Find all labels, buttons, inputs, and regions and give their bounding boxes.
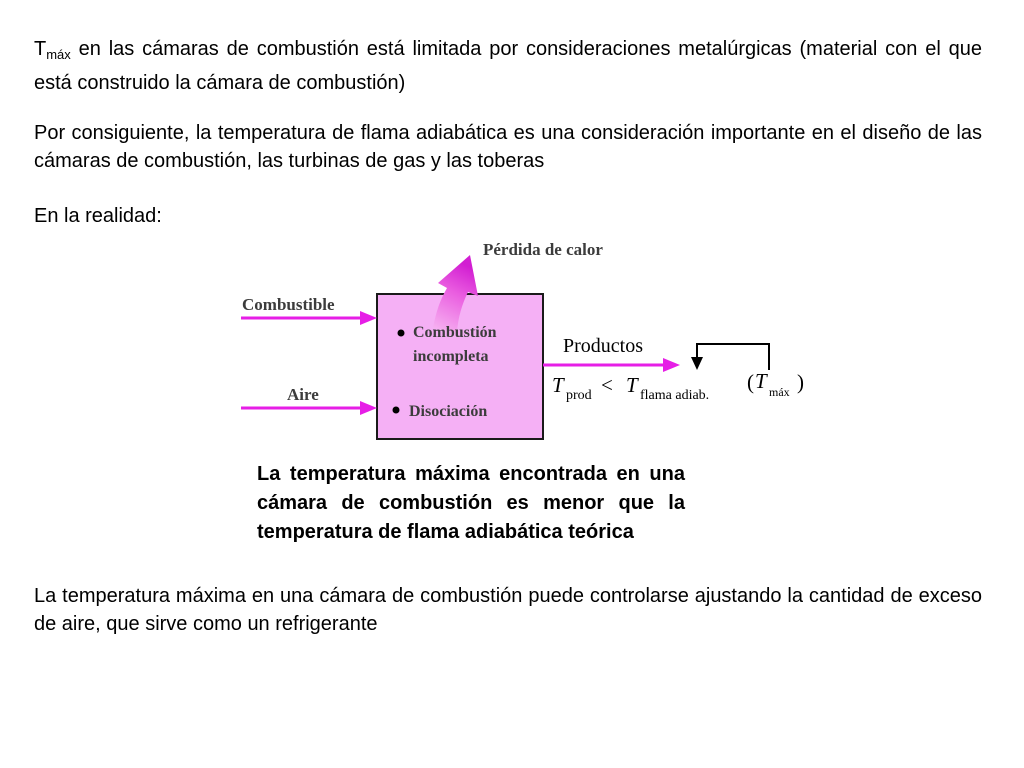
- products-label: Productos: [563, 335, 643, 357]
- fuel-label: Combustible: [242, 295, 335, 314]
- eq-t-prod-symbol: T: [552, 373, 564, 397]
- eq-t-flame-symbol: T: [626, 373, 638, 397]
- incomplete-combustion-label-line2: incompleta: [413, 348, 489, 365]
- eq-open-paren: (: [747, 370, 754, 394]
- tmax-bracket-arrowhead-icon: [691, 357, 703, 370]
- eq-prod-subscript: prod: [566, 388, 592, 403]
- eq-max-subscript: máx: [769, 385, 790, 399]
- paragraph-design-consideration: Por consiguiente, la temperatura de flama adiabática es una consideración importante en el diseño de las cámaras de combustión, las turbinas de gas y las toberas: [34, 122, 982, 172]
- paragraph-tmax-text: en las cámaras de combustión está limitada por consideraciones metalúrgicas (material con el que está construido la cámara de combustión): [34, 38, 982, 94]
- air-input-arrowhead-icon: [360, 401, 377, 415]
- incomplete-combustion-label-line1: Combustión: [413, 324, 497, 341]
- diagram-caption: La temperatura máxima encontrada en una cámara de combustión es menor que la temperatura de flama adiabática teórica: [257, 463, 685, 543]
- air-label: Aire: [287, 385, 319, 404]
- tmax-bracket-line: [697, 344, 769, 370]
- bullet-dot-icon: [398, 330, 405, 337]
- eq-close-paren: ): [797, 370, 804, 394]
- eq-t-max-symbol: T: [755, 369, 767, 393]
- eq-less-than: <: [601, 373, 613, 397]
- paragraph-excess-air: La temperatura máxima en una cámara de combustión puede controlarse ajustando la cantidad de exceso de aire, que sirve como un refrigerante: [34, 585, 982, 635]
- tmax-subscript: máx: [46, 47, 71, 62]
- paragraph-in-reality: En la realidad:: [34, 205, 162, 227]
- products-output-arrowhead-icon: [663, 358, 680, 372]
- dissociation-label: Disociación: [409, 403, 488, 420]
- fuel-input-arrowhead-icon: [360, 311, 377, 325]
- tmax-symbol: T: [34, 38, 47, 60]
- eq-flame-subscript: flama adiab.: [640, 388, 710, 403]
- heat-loss-label: Pérdida de calor: [483, 240, 603, 259]
- bullet-dot-icon: [393, 407, 400, 414]
